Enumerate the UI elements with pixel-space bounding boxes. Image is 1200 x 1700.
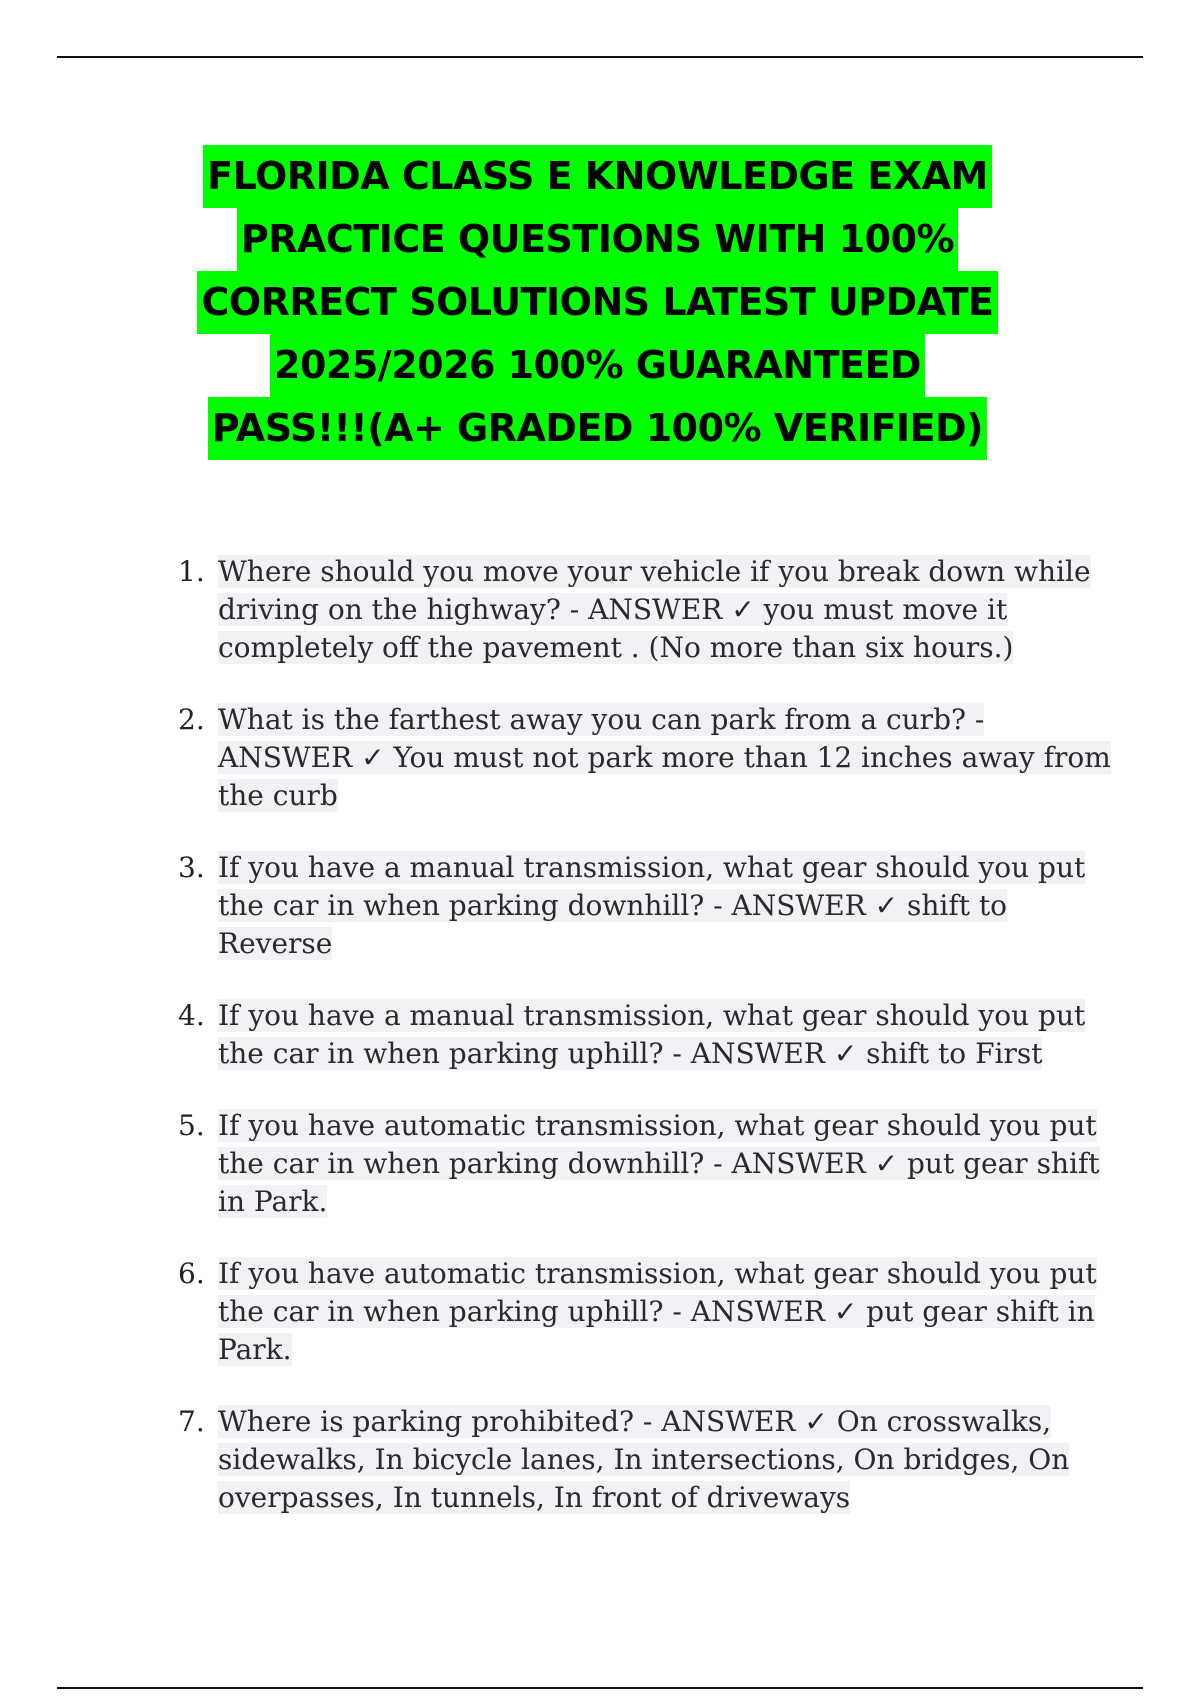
title-line: FLORIDA CLASS E KNOWLEDGE EXAM — [203, 145, 992, 208]
question-item — [178, 701, 1118, 815]
question-text: If you have a manual transmission, what gear should you put the car in when parking downhill? - ANSWER ✓ shift to Reverse — [218, 851, 1086, 960]
question-item — [178, 1107, 1118, 1221]
question-number: 7. — [178, 1405, 205, 1438]
question-number: 2. — [178, 703, 205, 736]
title-line: CORRECT SOLUTIONS LATEST UPDATE — [197, 271, 997, 334]
question-item — [178, 553, 1118, 667]
title-line: PASS!!!(A+ GRADED 100% VERIFIED) — [208, 397, 987, 460]
question-text: Where should you move your vehicle if you break down while driving on the highway? - ANSWER ✓ you must move it completely off the pavement . (No more than six hours.) — [218, 555, 1091, 664]
question-number: 6. — [178, 1257, 205, 1290]
question-text: If you have automatic transmission, what gear should you put the car in when parking downhill? - ANSWER ✓ put gear shift in Park. — [218, 1109, 1100, 1218]
question-item — [178, 849, 1118, 963]
bottom-rule — [57, 1687, 1143, 1689]
question-item — [178, 1255, 1118, 1369]
question-list — [178, 553, 1118, 1517]
question-text: If you have a manual transmission, what gear should you put the car in when parking uphill? - ANSWER ✓ shift to First — [218, 999, 1086, 1070]
question-number: 3. — [178, 851, 205, 884]
question-text: If you have automatic transmission, what gear should you put the car in when parking uphill? - ANSWER ✓ put gear shift in Park. — [218, 1257, 1097, 1366]
question-text: Where is parking prohibited? - ANSWER ✓ On crosswalks, sidewalks, In bicycle lanes, In intersections, On bridges, On overpasses, In tunnels, In front of driveways — [218, 1405, 1070, 1514]
document-title — [170, 145, 1025, 460]
question-number: 4. — [178, 999, 205, 1032]
title-line: PRACTICE QUESTIONS WITH 100% — [237, 208, 958, 271]
question-item — [178, 1403, 1118, 1517]
question-item — [178, 997, 1118, 1073]
question-number: 1. — [178, 555, 205, 588]
question-text: What is the farthest away you can park from a curb? - ANSWER ✓ You must not park more than 12 inches away from the curb — [218, 703, 1111, 812]
title-line: 2025/2026 100% GUARANTEED — [270, 334, 925, 397]
question-number: 5. — [178, 1109, 205, 1142]
top-rule — [57, 56, 1143, 58]
